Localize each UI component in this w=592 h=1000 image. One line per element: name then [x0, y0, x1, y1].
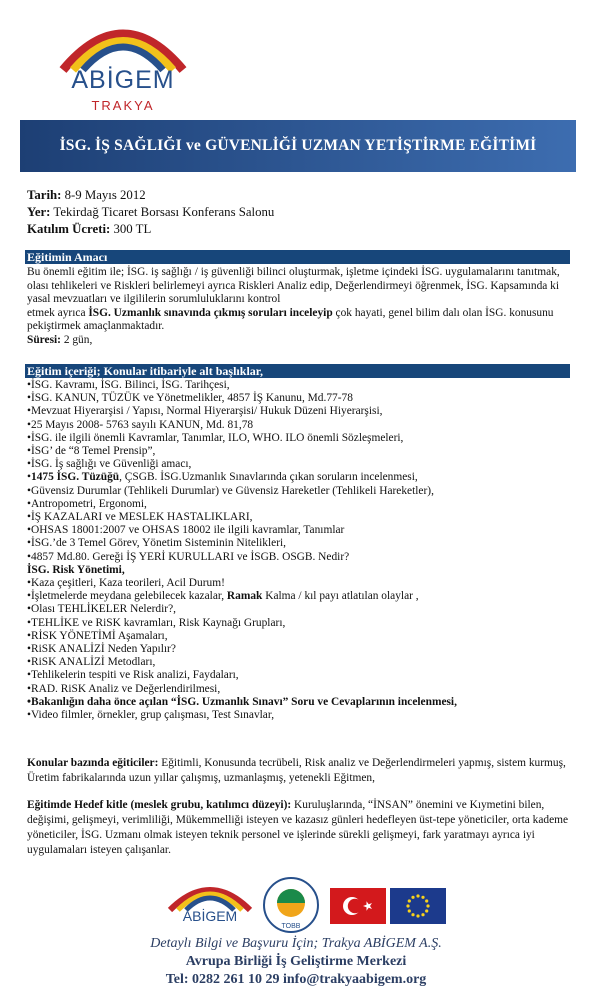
- footer-contact-intro: Detaylı Bilgi ve Başvuru İçin; Trakya ABİGEM A.Ş.: [150, 936, 442, 951]
- list-item: • Antropometri, Ergonomi,: [27, 498, 572, 511]
- date-value: 8-9 Mayıs 2012: [61, 188, 146, 202]
- duration-row: [27, 334, 572, 348]
- list-item: • 4857 Md.80. Gereği İŞ YERİ KURULLARI ve İSGB. OSGB. Nedir?: [27, 551, 572, 564]
- list-item: [27, 471, 572, 484]
- place-value: Tekirdağ Ticaret Borsası Konferans Salonu: [50, 205, 275, 219]
- list-item-bold: 1475 İSG. Tüzüğü: [31, 471, 120, 484]
- footer-abigem-logo: [160, 876, 260, 936]
- tobb-label: TOBB: [281, 923, 301, 930]
- list-item: • İSG’ de “8 Temel Prensip”,: [27, 445, 572, 458]
- audience-label: Eğitimde Hedef kitle (meslek grubu, katılımcı düzeyi):: [27, 799, 292, 811]
- risk-heading: İSG. Risk Yönetimi,: [27, 563, 125, 576]
- page-title: İSG. İŞ SAĞLIĞI ve GÜVENLİĞİ UZMAN YETİŞTİRME EĞİTİMİ: [59, 137, 537, 154]
- purpose-text-1: Bu önemli eğitim ile; İSG. iş sağlığı / iş güvenliği bilinci oluşturmak, işletme içindeki İSG. uygulamalarını tanıtmak, olası tehlikeleri ve Riskleri belirlemeyi ayrıca Riskleri Analiz edip, Değerlendirmeyi öğrenmek, İSG. Kapsamında ki yasal mevzuatları ve ilgililerin sorumluluklarını kontrol: [27, 266, 560, 305]
- purpose-text-2-post: çok hayati, genel bilim dalı olan İSG. konusunu pekiştirmek amaçlanmaktadır.: [27, 306, 554, 332]
- audience-paragraph: [27, 798, 572, 858]
- trainers-paragraph: [27, 756, 572, 786]
- list-item: • İŞ KAZALARI ve MESLEK HASTALIKLARI,: [27, 511, 572, 524]
- event-info: [27, 187, 274, 238]
- logo-sub: TRAKYA: [91, 98, 155, 113]
- abigem-logo: [48, 8, 198, 116]
- list-item: • RiSK ANALİZİ Neden Yapılır?: [27, 643, 572, 656]
- purpose-text-2-bold: İSG. Uzmanlık sınavında çıkmış soruları inceleyip: [88, 306, 333, 319]
- list-item: • İSG. Kavramı, İSG. Bilinci, İSG. Tarihçesi,: [27, 379, 572, 392]
- list-item: [27, 590, 572, 603]
- content-heading: Eğitim içeriği; Konular itibariyle alt başlıklar,: [25, 364, 570, 378]
- list-item: • İSG. KANUN, TÜZÜK ve Yönetmelikler, 4857 İŞ Kanunu, Md.77-78: [27, 392, 572, 405]
- purpose-text-2: [27, 307, 572, 334]
- place-label: Yer:: [27, 205, 51, 219]
- list-item: • Olası TEHLİKELER Nelerdir?,: [27, 603, 572, 616]
- list-item: • Güvensiz Durumlar (Tehlikeli Durumlar) ve Güvensiz Hareketler (Tehlikeli Hareketler),: [27, 485, 572, 498]
- trainers-label: Konular bazında eğiticiler:: [27, 757, 159, 769]
- title-banner: [20, 120, 576, 172]
- turkey-flag: [330, 888, 386, 924]
- list-item: • TEHLİKE ve RiSK kavramları, Risk Kaynağı Grupları,: [27, 617, 572, 630]
- logo-name: ABİGEM: [71, 66, 175, 94]
- eu-flag: [390, 888, 446, 924]
- footer-contact-line: Tel: 0282 261 10 29 info@trakyaabigem.org: [165, 972, 427, 987]
- audience-text: Kuruluşlarında, “İNSAN” önemini ve Kıymetini bilen, değişimi, gelişmeyi, verimliliği, Mükemmelliği isteyen ve kazasız günleri hedefleyen üst-tepe yöneticiler, orta kademe yöneticiler, İSG. Uzmanı olmak isteyen teknik personel ve işlerinde sürekli gelişmeyi, fark yaratmayı ayrıca iyi uygulamaları isteyen çalışanlar.: [27, 799, 569, 856]
- list-item: • RAD. RiSK Analiz ve Değerlendirilmesi,: [27, 683, 572, 696]
- fee-label: Katılım Ücreti:: [27, 222, 111, 236]
- footer-center-name: Avrupa Birliği İş Geliştirme Merkezi: [185, 954, 407, 969]
- list-item: • RiSK ANALİZİ Metodları,: [27, 656, 572, 669]
- content-list: [27, 379, 572, 722]
- date-row: [27, 187, 274, 204]
- list-item: • Bakanlığın daha önce açılan “İSG. Uzmanlık Sınavı” Soru ve Cevaplarının incelenmesi,: [27, 696, 572, 709]
- eu-stars-icon: [390, 888, 446, 924]
- list-item-bold: Ramak: [226, 590, 263, 603]
- list-item-pre: İşletmelerde meydana gelebilecek kazalar,: [31, 590, 227, 603]
- purpose-text-2-pre: etmek ayrıca: [27, 306, 89, 319]
- list-item: • RİSK YÖNETİMİ Aşamaları,: [27, 630, 572, 643]
- trainers-text: Eğitimli, Konusunda tecrübeli, Risk analiz ve Değerlendirmeleri yapmış, sistem kurmuş, Üretim fabrikalarında uzun yıllar çalışmış, uzmanlaşmış, yetenekli Eğitmen,: [27, 757, 566, 784]
- footer-logo-name: ABİGEM: [182, 908, 238, 924]
- crescent-star-icon: [330, 888, 386, 924]
- purpose-heading: Eğitimin Amacı: [25, 250, 570, 264]
- duration-label: Süresi:: [27, 333, 61, 346]
- list-item: • Video filmler, örnekler, grup çalışması, Test Sınavlar,: [27, 709, 572, 722]
- purpose-text: [27, 266, 572, 347]
- date-label: Tarih:: [27, 188, 62, 202]
- list-item: • İSG. ile ilgili önemli Kavramlar, Tanımlar, ILO, WHO. ILO önemli Sözleşmeleri,: [27, 432, 572, 445]
- list-item: • Kaza çeşitleri, Kaza teorileri, Acil Durum!: [27, 577, 572, 590]
- list-item: • Mevzuat Hiyerarşisi / Yapısı, Normal Hiyerarşisi/ Hukuk Düzeni Hiyerarşisi,: [27, 405, 572, 418]
- tobb-logo: [262, 876, 320, 934]
- list-item-post: Kalma / kıl payı atlatılan olaylar ,: [262, 590, 419, 603]
- list-item: • İSG. İş sağlığı ve Güvenliği amacı,: [27, 458, 572, 471]
- list-item-rest: , ÇSGB. İSG.Uzmanlık Sınavlarında çıkan soruların incelenmesi,: [119, 471, 418, 484]
- fee-row: [27, 221, 274, 238]
- tobb-seal-icon: [262, 876, 320, 934]
- place-row: [27, 204, 274, 221]
- list-item: • 25 Mayıs 2008- 5763 sayılı KANUN, Md. 81,78: [27, 419, 572, 432]
- list-item: • Tehlikelerin tespiti ve Risk analizi, Faydaları,: [27, 669, 572, 682]
- fee-value: 300 TL: [110, 222, 152, 236]
- list-item: • İSG.’de 3 Temel Görev, Yönetim Sisteminin Nitelikleri,: [27, 537, 572, 550]
- duration-value: 2 gün,: [60, 333, 93, 346]
- rainbow-arch-icon: [160, 876, 260, 912]
- list-item: • OHSAS 18001:2007 ve OHSAS 18002 ile ilgili kavramlar, Tanımlar: [27, 524, 572, 537]
